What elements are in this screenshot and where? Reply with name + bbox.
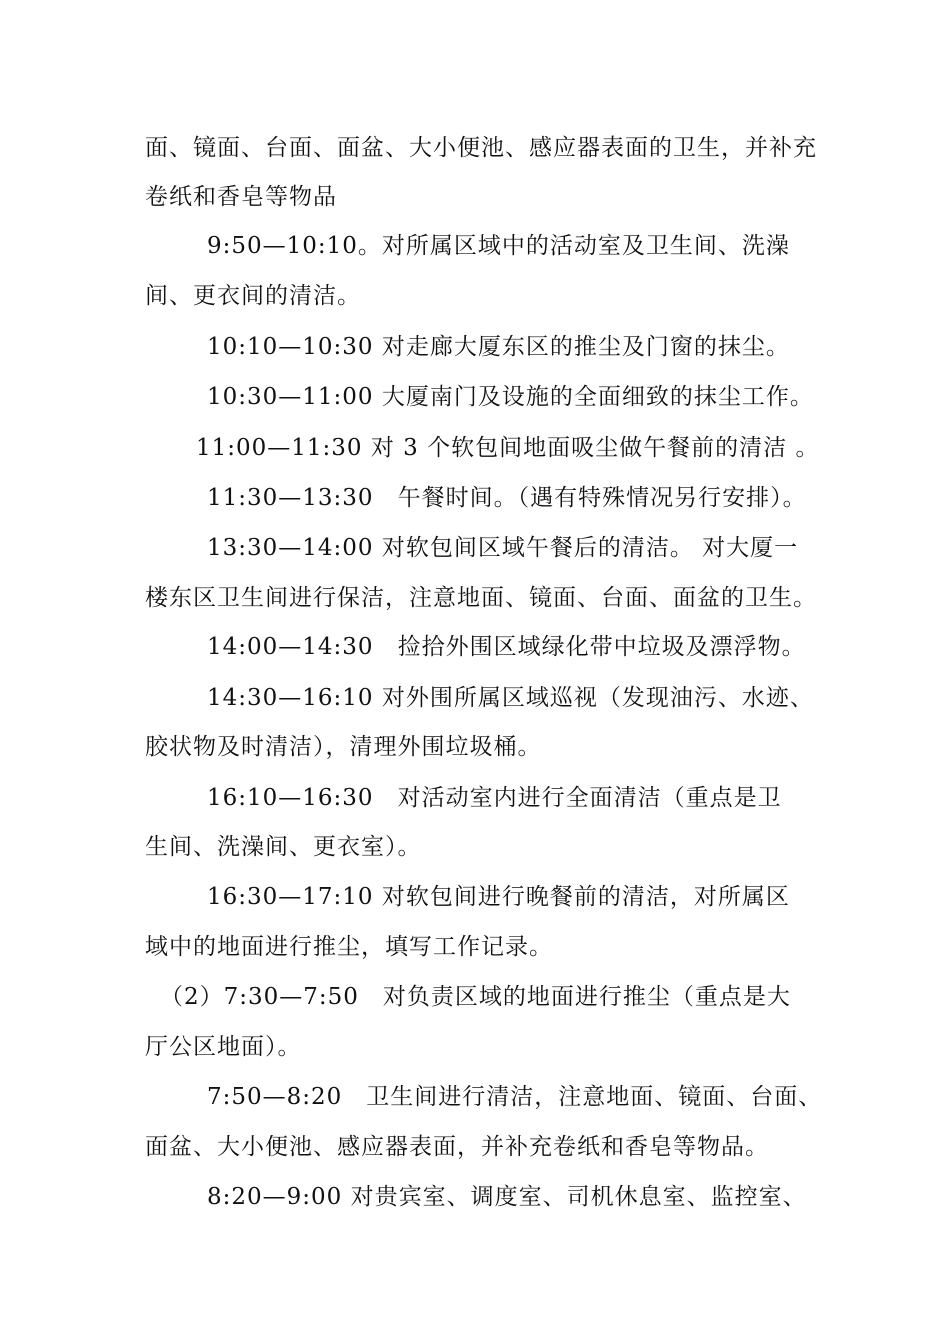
text-line: 7:50—8:20 卫生间进行清洁，注意地面、镜面、台面、 <box>207 1084 823 1110</box>
text-line: 面盆、大小便池、感应器表面，并补充卷纸和香皂等物品。 <box>145 1134 769 1160</box>
text-line: 卷纸和香皂等物品 <box>145 184 337 210</box>
text-line: （2）7:30—7:50 对负责区域的地面进行推尘（重点是大 <box>160 984 791 1010</box>
text-line: 域中的地面进行推尘，填写工作记录。 <box>145 934 553 960</box>
text-line: 厅公区地面）。 <box>145 1034 302 1060</box>
text-line: 面、镜面、台面、面盆、大小便池、感应器表面的卫生，并补充 <box>145 135 817 161</box>
text-line: 16:10—16:30 对活动室内进行全面清洁（重点是卫 <box>207 785 782 811</box>
text-line: 楼东区卫生间进行保洁，注意地面、镜面、台面、面盆的卫生。 <box>145 585 817 611</box>
text-line: 胶状物及时清洁），清理外围垃圾桶。 <box>145 734 542 760</box>
text-line: 9:50—10:10。对所属区域中的活动室及卫生间、洗澡 <box>207 233 790 259</box>
text-line: 11:30—13:30 午餐时间。（遇有特殊情况另行安排）。 <box>207 485 807 511</box>
text-line: 11:00—11:30 对 3 个软包间地面吸尘做午餐前的清洁 。 <box>196 435 820 461</box>
text-line: 13:30—14:00 对软包间区域午餐后的清洁。 对大厦一 <box>207 535 799 561</box>
text-line: 生间、洗澡间、更衣室）。 <box>145 834 422 860</box>
text-line: 10:30—11:00 大厦南门及设施的全面细致的抹尘工作。 <box>207 384 814 410</box>
text-line: 14:00—14:30 捡拾外围区域绿化带中垃圾及漂浮物。 <box>207 634 806 660</box>
text-line: 8:20—9:00 对贵宾室、调度室、司机休息室、监控室、 <box>207 1184 807 1210</box>
text-line: 14:30—16:10 对外围所属区域巡视（发现油污、水迹、 <box>207 685 814 711</box>
text-line: 间、更衣间的清洁。 <box>145 283 361 309</box>
text-line: 16:30—17:10 对软包间进行晚餐前的清洁，对所属区 <box>207 884 790 910</box>
text-line: 10:10—10:30 对走廊大厦东区的推尘及门窗的抹尘。 <box>207 334 790 360</box>
